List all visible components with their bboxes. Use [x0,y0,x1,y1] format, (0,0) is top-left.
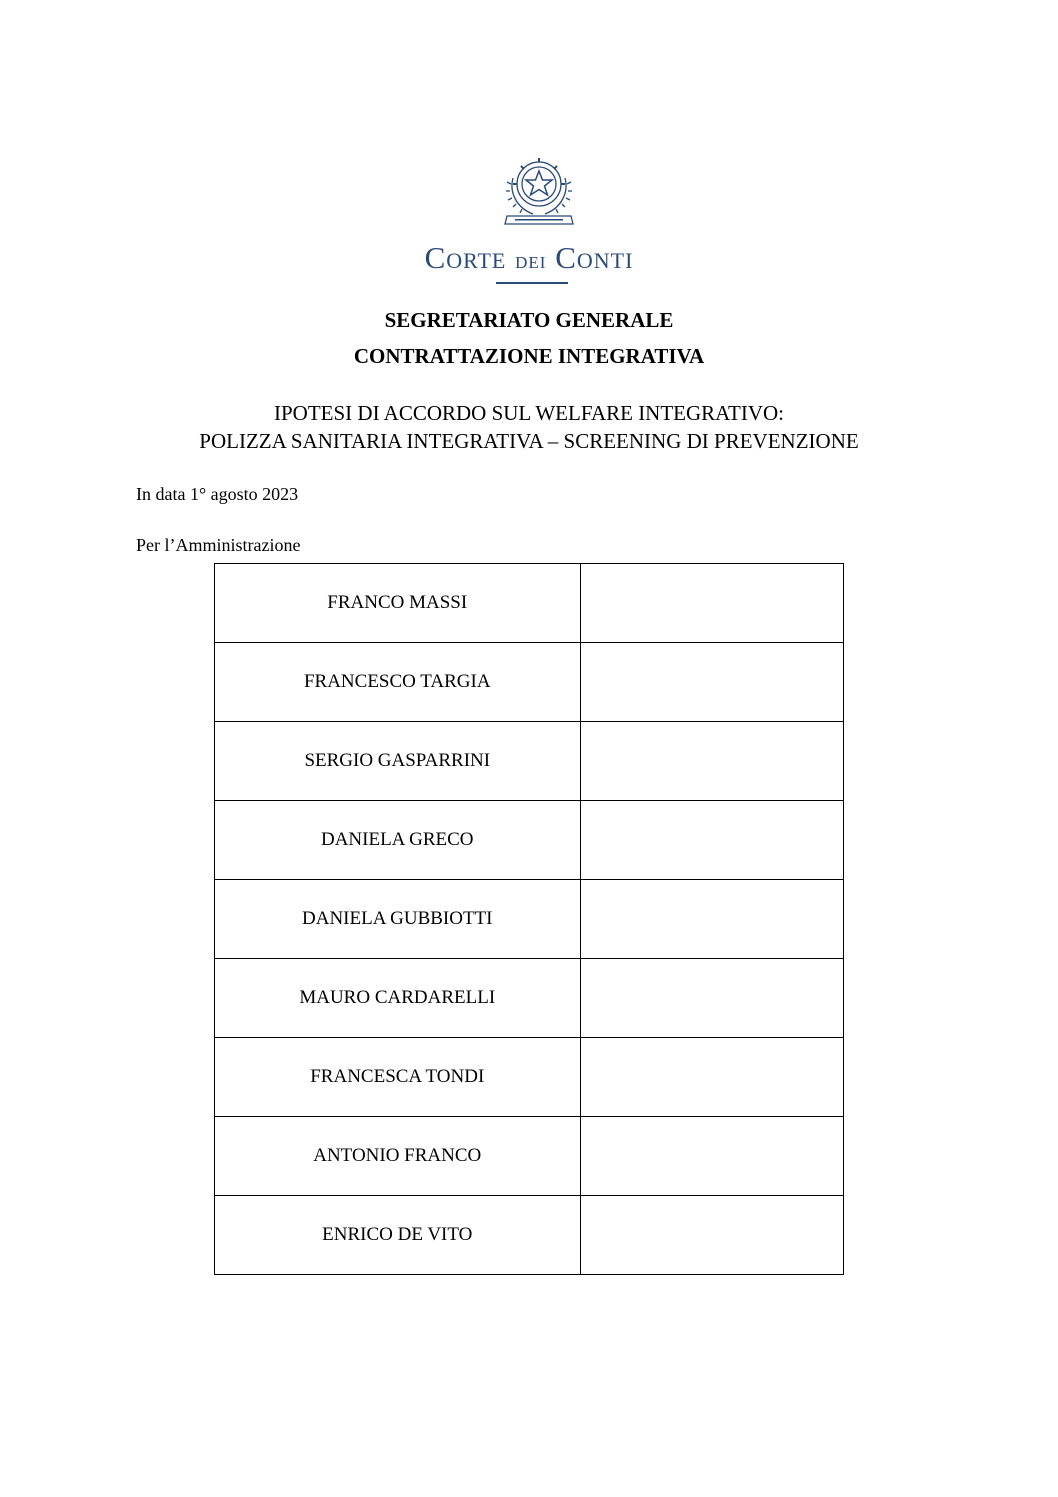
signature-cell [580,880,843,959]
signatory-name: DANIELA GRECO [215,801,581,880]
table-row [215,564,844,643]
republic-emblem-icon [499,148,579,232]
signatory-name: FRANCO MASSI [215,564,581,643]
signature-cell [580,564,843,643]
table-row [215,722,844,801]
signature-cell [580,722,843,801]
signatory-name: FRANCESCO TARGIA [215,643,581,722]
table-row [215,959,844,1038]
table-row [215,643,844,722]
subject-line-2: POLIZZA SANITARIA INTEGRATIVA – SCREENING DI PREVENZIONE [199,429,859,453]
table-row [215,1038,844,1117]
date-line: In data 1° agosto 2023 [136,484,299,504]
signatory-name: ENRICO DE VITO [215,1196,581,1275]
table-row [215,801,844,880]
institution-rule [496,282,568,284]
signature-cell [580,1117,843,1196]
table-row [215,1196,844,1275]
signature-cell [580,1038,843,1117]
table-row [215,880,844,959]
signatory-name: SERGIO GASPARRINI [215,722,581,801]
signature-cell [580,801,843,880]
heading-secretariat: SEGRETARIATO GENERALE [384,308,674,332]
institution-name: CORTE DEI CONTI [424,240,634,275]
signatures-table [214,563,844,1275]
signatory-name: MAURO CARDARELLI [215,959,581,1038]
signature-cell [580,1196,843,1275]
signatory-name: DANIELA GUBBIOTTI [215,880,581,959]
signatory-name: FRANCESCA TONDI [215,1038,581,1117]
signatory-name: ANTONIO FRANCO [215,1117,581,1196]
subject-line-1: IPOTESI DI ACCORDO SUL WELFARE INTEGRATIVO: [273,401,785,425]
table-row [215,1117,844,1196]
heading-contracting: CONTRATTAZIONE INTEGRATIVA [353,344,705,368]
signature-cell [580,643,843,722]
section-label: Per l’Amministrazione [136,535,301,555]
signature-cell [580,959,843,1038]
